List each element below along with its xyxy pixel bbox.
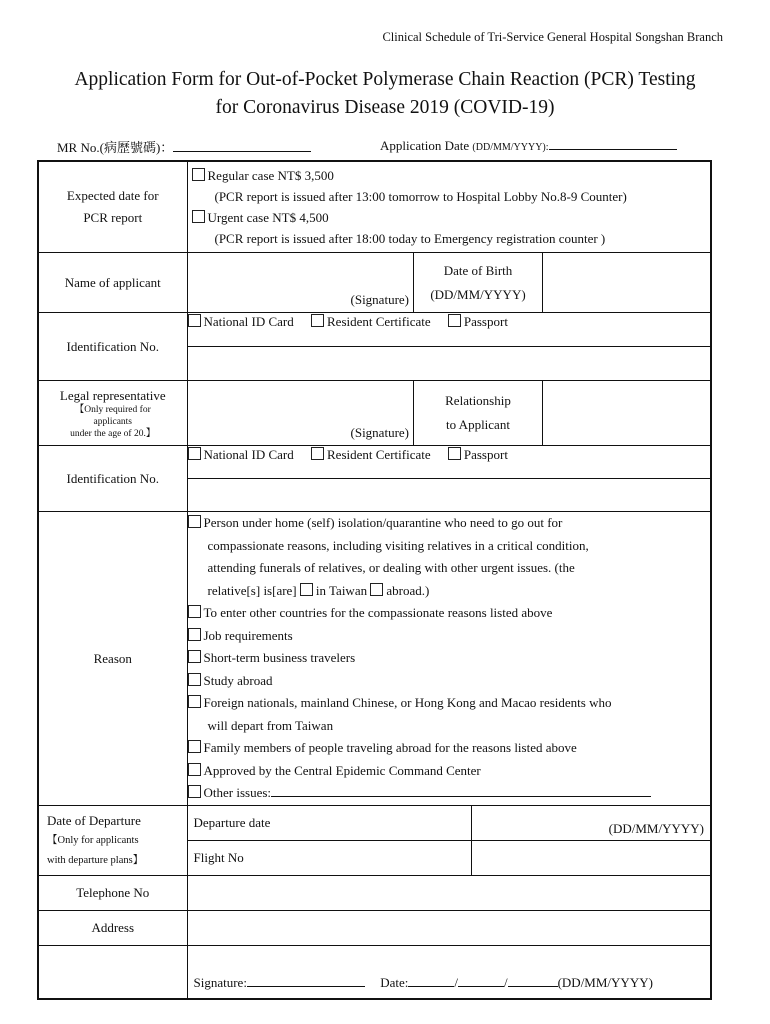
applicant-name-label: Name of applicant [38,253,187,313]
footer-year-blank[interactable] [508,974,558,987]
legal-id-number-cell [187,446,711,512]
address-label: Address [38,911,187,946]
expected-date-options [187,161,711,253]
dob-input[interactable] [543,253,711,312]
national-id-checkbox[interactable] [188,314,201,327]
mr-number-blank[interactable] [173,139,311,152]
reason-isolation-checkbox[interactable] [188,515,201,528]
application-date-label: Application Date [380,138,470,153]
legal-national-id-option[interactable]: National ID Card [188,447,294,462]
flight-no-label: Flight No [188,840,472,875]
resident-certificate-option[interactable]: Resident Certificate [311,314,431,329]
title-line-2: for Coronavirus Disease 2019 (COVID-19) [215,97,555,118]
mr-number-label: MR No.(病歷號碼)： [57,140,174,155]
application-date-blank[interactable] [549,137,677,150]
reason-list: Person under home (self) isolation/quarantine who need to go out for compassionate reasons, including visiting relatives in a critical condition, attending funerals of relatives, or dealing with other urgent issues. (the relative[s] is[are] in Taiwan abroad.) To enter other countries for the compassionate reasons listed above Job requirements Short-term business travelers Study abroad Foreign nationals, mainland Chinese, or Hong Kong and Macao residents who will depart from Taiwan Family members of people traveling abroad for the reasons listed above Approved by the Central Epidemic Command Center Other issues: [187,512,711,806]
hospital-header: Clinical Schedule of Tri-Service General Hospital Songshan Branch [382,30,723,44]
address-input[interactable] [187,911,711,946]
urgent-case-note: (PCR report is issued after 18:00 today to Emergency registration counter ) [214,231,606,246]
resident-certificate-checkbox[interactable] [311,314,324,327]
legal-id-number-input[interactable] [188,478,711,511]
reason-other-option[interactable]: Other issues: [188,782,711,805]
other-issues-blank[interactable] [271,784,651,797]
applicant-signature-label: (Signature) [350,292,409,307]
flight-no-input[interactable] [472,840,711,875]
legal-representative-cell [187,381,711,446]
footer-day-blank[interactable] [408,974,454,987]
regular-case-checkbox[interactable] [192,168,205,181]
reason-business-option[interactable]: Short-term business travelers [188,647,711,670]
relationship-label: Relationship to Applicant [414,381,543,445]
reason-label: Reason [38,512,187,806]
relative-abroad-checkbox[interactable] [370,583,383,596]
legal-signature-label: (Signature) [350,425,409,440]
legal-representative-label: Legal representative 【Only required for applicants under the age of 20.】 [38,381,187,446]
departure-label: Date of Departure 【Only for applicants with departure plans】 [38,806,187,876]
reason-isolation-option[interactable]: Person under home (self) isolation/quarantine who need to go out for [188,512,711,535]
national-id-option[interactable]: National ID Card [188,314,294,329]
telephone-input[interactable] [187,876,711,911]
passport-option[interactable]: Passport [448,314,508,329]
departure-date-input[interactable] [472,806,711,840]
id-number-input[interactable] [188,346,711,380]
legal-national-id-checkbox[interactable] [188,447,201,460]
title-line-1: Application Form for Out-of-Pocket Polymerase Chain Reaction (PCR) Testing [74,69,696,90]
form-title [0,66,770,122]
legal-signature-field[interactable] [188,381,414,445]
footer-date-format: (DD/MM/YYYY) [557,974,653,990]
telephone-label: Telephone No [38,876,187,911]
reason-foreign-nationals-option[interactable]: Foreign nationals, mainland Chinese, or Hong Kong and Macao residents who [188,692,711,715]
reason-family-option[interactable]: Family members of people traveling abroad for the reasons listed above [188,737,711,760]
regular-case-option[interactable]: Regular case NT$ 3,500 [192,165,707,186]
legal-id-type-options [188,446,711,478]
departure-date-label: Departure date [188,806,472,840]
reason-compassionate-abroad-option[interactable]: To enter other countries for the compassionate reasons listed above [188,602,711,625]
urgent-case-checkbox[interactable] [192,210,205,223]
dob-label: Date of Birth (DD/MM/YYYY) [414,253,543,312]
relationship-input[interactable] [543,381,711,445]
departure-cell [187,806,711,876]
footer-signature-label: Signature: [193,974,247,990]
footer-signature-row: Signature: Date: / / (DD/MM/YYYY) [187,946,711,999]
footer-date-label: Date: [380,974,409,990]
reason-study-option[interactable]: Study abroad [188,670,711,693]
application-date-format: (DD/MM/YYYY): [472,142,549,153]
reason-job-option[interactable]: Job requirements [188,625,711,648]
legal-resident-certificate-checkbox[interactable] [311,447,324,460]
application-form-table [37,160,712,1000]
expected-date-label: Expected date for PCR report [38,161,187,253]
application-date-field[interactable] [380,137,677,154]
reason-cecc-option[interactable]: Approved by the Central Epidemic Command Center [188,760,711,783]
applicant-name-cell [187,253,711,313]
footer-empty-cell [38,946,187,999]
legal-passport-checkbox[interactable] [448,447,461,460]
id-number-label: Identification No. [38,313,187,381]
footer-month-blank[interactable] [458,974,504,987]
legal-resident-certificate-option[interactable]: Resident Certificate [311,447,431,462]
departure-date-format: (DD/MM/YYYY) [608,820,704,836]
regular-case-note: (PCR report is issued after 13:00 tomorrow to Hospital Lobby No.8-9 Counter) [214,189,627,204]
urgent-case-option[interactable]: Urgent case NT$ 4,500 [192,207,707,228]
id-type-options [188,313,711,346]
applicant-signature-field[interactable] [188,253,414,312]
legal-passport-option[interactable]: Passport [448,447,508,462]
id-number-cell [187,313,711,381]
mr-number-field[interactable] [57,137,311,156]
footer-signature-blank[interactable] [247,974,365,987]
relative-in-taiwan-checkbox[interactable] [300,583,313,596]
passport-checkbox[interactable] [448,314,461,327]
legal-id-number-label: Identification No. [38,446,187,512]
